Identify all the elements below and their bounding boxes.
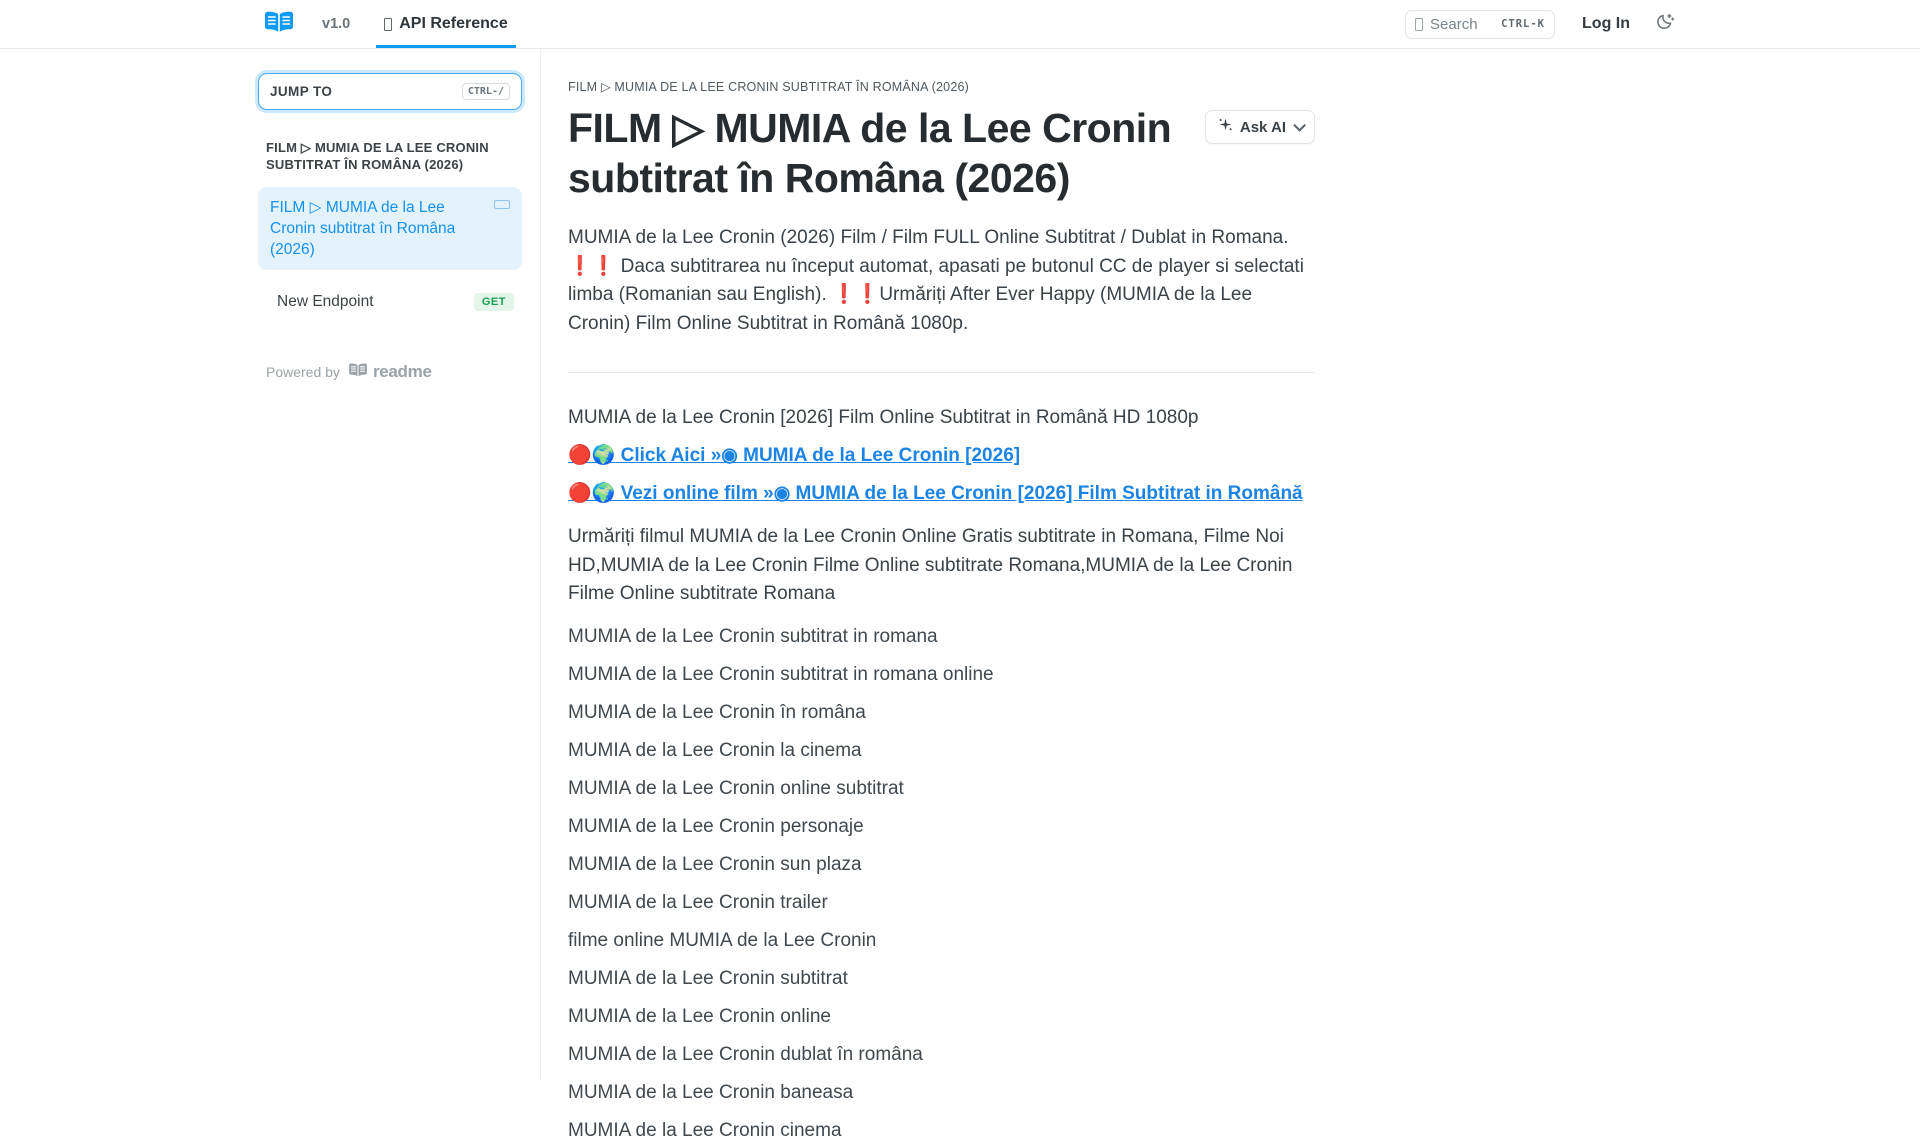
jump-to-label: JUMP TO — [270, 84, 333, 99]
breadcrumb: FILM ▷ MUMIA DE LA LEE CRONIN SUBTITRAT ÎN ROMÂNA (2026) — [568, 80, 969, 94]
keyword-line: MUMIA de la Lee Cronin personaje — [568, 815, 864, 837]
ask-ai-label: Ask AI — [1239, 118, 1286, 136]
keyword-line: MUMIA de la Lee Cronin cinema — [568, 1119, 842, 1141]
keyword-line: MUMIA de la Lee Cronin subtitrat — [568, 967, 848, 989]
keyword-line: MUMIA de la Lee Cronin trailer — [568, 891, 828, 913]
powered-by-readme[interactable] — [266, 362, 432, 382]
keyword-line: MUMIA de la Lee Cronin în româna — [568, 701, 866, 723]
keyword-line: MUMIA de la Lee Cronin subtitrat in romana online — [568, 663, 994, 685]
log-in-button[interactable]: Log In — [1582, 15, 1630, 32]
powered-by-label: Powered by — [266, 364, 340, 380]
api-reference-icon — [384, 18, 392, 31]
http-method-badge: GET — [474, 293, 514, 311]
keyword-line: MUMIA de la Lee Cronin online — [568, 1005, 831, 1027]
readme-gray-book-icon — [348, 363, 368, 382]
search-shortcut-hint: CTRL-K — [1501, 18, 1546, 30]
watch-paragraph: Urmăriți filmul MUMIA de la Lee Cronin Online Gratis subtitrate in Romana, Filme Noi HD,MUMIA de la Lee Cronin Filme Online subtitrate Romana,MUMIA de la Lee Cronin Filme Online subtitrate Romana — [568, 526, 1293, 604]
subtitle-line: MUMIA de la Lee Cronin [2026] Film Online Subtitrat in Română HD 1080p — [568, 407, 1199, 428]
chevron-down-icon — [1293, 119, 1306, 132]
endpoint-label: New Endpoint — [277, 293, 374, 310]
search-icon — [1415, 18, 1423, 31]
active-tab-indicator — [376, 45, 516, 48]
search-placeholder: Search — [1430, 15, 1478, 33]
main-content — [568, 49, 1315, 1141]
keyword-line: MUMIA de la Lee Cronin subtitrat in romana — [568, 625, 938, 647]
keyword-line: filme online MUMIA de la Lee Cronin — [568, 929, 877, 951]
sidebar — [0, 49, 541, 1080]
keyword-line: MUMIA de la Lee Cronin baneasa — [568, 1081, 854, 1103]
jump-to-button[interactable] — [258, 73, 522, 110]
page-title: FILM ▷ MUMIA de la Lee Cronin subtitrat în Româna (2026) — [568, 105, 1172, 201]
readme-logo-icon[interactable] — [264, 11, 294, 38]
page-panel-icon — [494, 200, 510, 209]
tab-api-reference[interactable] — [382, 0, 510, 48]
watch-link-vezi-online[interactable]: 🔴🌍 Vezi online film »◉ MUMIA de la Lee Cronin [2026] Film Subtitrat in Română — [568, 483, 1303, 504]
section-divider — [568, 372, 1315, 373]
search-input[interactable] — [1405, 10, 1555, 39]
project-version[interactable]: v1.0 — [322, 16, 351, 32]
intro-paragraph: MUMIA de la Lee Cronin (2026) Film / Film FULL Online Subtitrat / Dublat in Romana. ❗❗ Daca subtitrarea nu început automat, apasati pe butonul CC de player si selectati limba (Romanian sau English). ❗❗Urmăriți After Ever Happy (MUMIA de la Lee Cronin) Film Online Subtitrat in Română 1080p. — [568, 227, 1304, 334]
sidebar-item-film-page[interactable] — [258, 187, 522, 270]
dark-mode-toggle-icon[interactable] — [1656, 12, 1675, 36]
tab-api-reference-label: API Reference — [399, 15, 508, 32]
ask-ai-button[interactable] — [1205, 110, 1315, 144]
sidebar-item-new-endpoint[interactable] — [258, 289, 522, 315]
keyword-line: MUMIA de la Lee Cronin online subtitrat — [568, 777, 904, 799]
keyword-line: MUMIA de la Lee Cronin dublat în româna — [568, 1043, 923, 1065]
sidebar-item-label: FILM ▷ MUMIA de la Lee Cronin subtitrat în Româna (2026) — [270, 199, 456, 258]
jump-to-shortcut-hint: CTRL-/ — [462, 83, 510, 100]
sparkle-icon — [1218, 117, 1233, 137]
keyword-line: MUMIA de la Lee Cronin sun plaza — [568, 853, 862, 875]
keyword-line: MUMIA de la Lee Cronin la cinema — [568, 739, 862, 761]
sidebar-section-title: FILM ▷ MUMIA DE LA LEE CRONIN SUBTITRAT ÎN ROMÂNA (2026) — [266, 140, 489, 172]
top-navbar — [0, 0, 1920, 49]
watch-link-click-aici[interactable]: 🔴🌍 Click Aici »◉ MUMIA de la Lee Cronin [2026] — [568, 445, 1021, 466]
readme-wordmark: readme — [372, 362, 432, 381]
